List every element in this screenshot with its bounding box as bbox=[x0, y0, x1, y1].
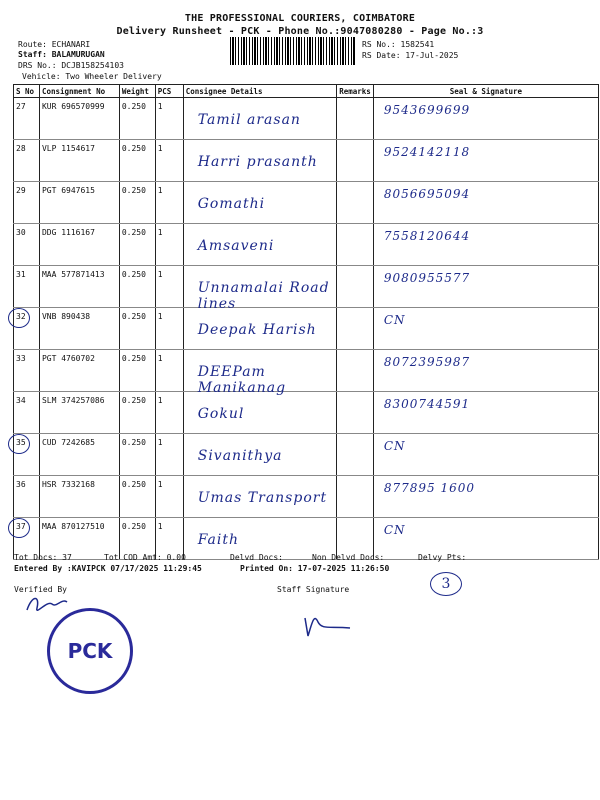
consignment-value: PGT 6947615 bbox=[41, 186, 95, 195]
handwritten-consignee: Gokul bbox=[197, 406, 245, 422]
weight-cell bbox=[119, 308, 155, 350]
delvy-pts: Delvy Pts: bbox=[418, 553, 467, 562]
pcs-value: 1 bbox=[157, 396, 163, 405]
pcs-value: 1 bbox=[157, 270, 163, 279]
tot-docs: Tot Docs: 37 bbox=[14, 553, 72, 562]
handwritten-signature: CN bbox=[383, 439, 406, 453]
handwritten-consignee: Gomathi bbox=[197, 196, 266, 212]
handwritten-consignee: DEEPam Manikanag bbox=[197, 364, 287, 396]
handwritten-signature: 877895 1600 bbox=[383, 481, 475, 495]
signature-cell bbox=[373, 224, 598, 266]
handwritten-signature: 8072395987 bbox=[383, 355, 471, 369]
col-consignee: Consignee Details bbox=[183, 85, 336, 98]
pcs-cell bbox=[155, 308, 183, 350]
weight-value: 0.250 bbox=[121, 228, 146, 237]
delvd-docs: Delvd Docs: bbox=[230, 553, 283, 562]
vehicle: Vehicle: Two Wheeler Delivery bbox=[22, 72, 162, 81]
col-remarks: Remarks bbox=[337, 85, 374, 98]
consignment-cell bbox=[39, 308, 119, 350]
table-row bbox=[14, 308, 599, 350]
consignment-value: KUR 696570999 bbox=[41, 102, 105, 111]
entered-by: Entered By :KAVIPCK 07/17/2025 11:29:45 bbox=[14, 564, 202, 573]
col-pcs: PCS bbox=[155, 85, 183, 98]
staff: Staff: BALAMURUGAN bbox=[18, 50, 105, 59]
sno-value: 29 bbox=[16, 186, 26, 195]
tot-cod: Tot COD Amt: 0.00 bbox=[104, 553, 186, 562]
remarks-cell bbox=[337, 308, 374, 350]
weight-value: 0.250 bbox=[121, 522, 146, 531]
consignee-cell bbox=[183, 224, 336, 266]
consignment-cell bbox=[39, 350, 119, 392]
handwritten-consignee: Sivanithya bbox=[197, 448, 283, 464]
consignment-cell bbox=[39, 98, 119, 140]
sno-cell bbox=[14, 392, 40, 434]
weight-cell bbox=[119, 392, 155, 434]
pcs-value: 1 bbox=[157, 522, 163, 531]
weight-cell bbox=[119, 140, 155, 182]
consignment-value: HSR 7332168 bbox=[41, 480, 95, 489]
sno-value: 31 bbox=[16, 270, 26, 279]
consignment-cell bbox=[39, 434, 119, 476]
handwritten-signature: 9524142118 bbox=[383, 145, 471, 159]
handwritten-signature: 8300744591 bbox=[383, 397, 471, 411]
staff-signature-label: Staff Signature bbox=[277, 585, 350, 594]
consignment-value: SLM 374257086 bbox=[41, 396, 105, 405]
col-consignment: Consignment No bbox=[39, 85, 119, 98]
signature-cell bbox=[373, 434, 598, 476]
signature-cell bbox=[373, 476, 598, 518]
pcs-cell bbox=[155, 434, 183, 476]
signature-cell bbox=[373, 140, 598, 182]
handwritten-page-number: 3 bbox=[430, 572, 462, 596]
consignee-cell bbox=[183, 308, 336, 350]
table-row bbox=[14, 98, 599, 140]
handwritten-consignee: Amsaveni bbox=[197, 238, 275, 254]
weight-cell bbox=[119, 476, 155, 518]
consignment-cell bbox=[39, 182, 119, 224]
pcs-cell bbox=[155, 350, 183, 392]
weight-value: 0.250 bbox=[121, 144, 146, 153]
pcs-cell bbox=[155, 476, 183, 518]
handwritten-consignee: Umas Transport bbox=[197, 490, 328, 506]
pcs-value: 1 bbox=[157, 144, 163, 153]
table-header-row bbox=[14, 85, 599, 98]
sno-cell bbox=[14, 182, 40, 224]
consignment-value: MAA 870127510 bbox=[41, 522, 105, 531]
col-signature: Seal & Signature bbox=[373, 85, 598, 98]
route: Route: ECHANARI bbox=[18, 40, 91, 49]
verified-by-label: Verified By bbox=[14, 585, 67, 594]
sno-value: 36 bbox=[16, 480, 26, 489]
sno-cell bbox=[14, 140, 40, 182]
remarks-cell bbox=[337, 140, 374, 182]
sno-value: 33 bbox=[16, 354, 26, 363]
table-row bbox=[14, 140, 599, 182]
sno-value: 32 bbox=[16, 312, 26, 321]
remarks-cell bbox=[337, 224, 374, 266]
sno-value: 37 bbox=[16, 522, 26, 531]
remarks-cell bbox=[337, 182, 374, 224]
weight-cell bbox=[119, 98, 155, 140]
circled-number-mark bbox=[8, 308, 30, 328]
signature-cell bbox=[373, 350, 598, 392]
table-row bbox=[14, 434, 599, 476]
pck-stamp: PCK bbox=[47, 608, 133, 694]
table-row bbox=[14, 350, 599, 392]
sno-cell bbox=[14, 350, 40, 392]
col-sno: S No bbox=[14, 85, 40, 98]
consignee-cell bbox=[183, 98, 336, 140]
rs-no: RS No.: 1582541 bbox=[362, 40, 435, 49]
pcs-value: 1 bbox=[157, 480, 163, 489]
weight-cell bbox=[119, 434, 155, 476]
runsheet-subtitle: Delivery Runsheet - PCK - Phone No.:9047080280 - Page No.:3 bbox=[116, 26, 484, 37]
consignee-cell bbox=[183, 350, 336, 396]
remarks-cell bbox=[337, 350, 374, 392]
consignee-cell bbox=[183, 476, 336, 518]
printed-on: Printed On: 17-07-2025 11:26:50 bbox=[240, 564, 390, 573]
rs-date: RS Date: 17-Jul-2025 bbox=[362, 51, 459, 60]
table-row bbox=[14, 518, 599, 560]
table-row bbox=[14, 392, 599, 434]
sno-value: 35 bbox=[16, 438, 26, 447]
signature-cell bbox=[373, 392, 598, 434]
sno-cell bbox=[14, 434, 40, 476]
signature-cell bbox=[373, 266, 598, 308]
handwritten-consignee: Harri prasanth bbox=[197, 154, 318, 170]
consignment-value: MAA 577871413 bbox=[41, 270, 105, 279]
weight-value: 0.250 bbox=[121, 312, 146, 321]
pcs-cell bbox=[155, 182, 183, 224]
handwritten-signature: 7558120644 bbox=[383, 229, 471, 243]
table-row bbox=[14, 182, 599, 224]
handwritten-signature: CN bbox=[383, 313, 406, 327]
remarks-cell bbox=[337, 98, 374, 140]
weight-cell bbox=[119, 266, 155, 308]
handwritten-signature: CN bbox=[383, 523, 406, 537]
signature-cell bbox=[373, 98, 598, 140]
table-row bbox=[14, 476, 599, 518]
pcs-value: 1 bbox=[157, 312, 163, 321]
consignee-cell bbox=[183, 182, 336, 224]
consignment-value: CUD 7242685 bbox=[41, 438, 95, 447]
pcs-cell bbox=[155, 266, 183, 308]
weight-value: 0.250 bbox=[121, 270, 146, 279]
table-row bbox=[14, 266, 599, 308]
consignee-cell bbox=[183, 434, 336, 476]
pcs-value: 1 bbox=[157, 228, 163, 237]
drs-no: DRS No.: DCJB158254103 bbox=[18, 61, 124, 70]
consignment-cell bbox=[39, 476, 119, 518]
col-weight: Weight bbox=[119, 85, 155, 98]
sno-cell bbox=[14, 476, 40, 518]
handwritten-consignee: Deepak Harish bbox=[197, 322, 317, 338]
circled-number-mark bbox=[8, 518, 30, 538]
signature-cell bbox=[373, 518, 598, 560]
non-delvd-docs: Non Delvd Docs: bbox=[312, 553, 385, 562]
weight-cell bbox=[119, 350, 155, 392]
weight-value: 0.250 bbox=[121, 438, 146, 447]
handwritten-signature: 8056695094 bbox=[383, 187, 471, 201]
weight-value: 0.250 bbox=[121, 354, 146, 363]
consignee-cell bbox=[183, 266, 336, 312]
handwritten-consignee: Tamil arasan bbox=[197, 112, 301, 128]
sno-cell bbox=[14, 266, 40, 308]
consignment-value: VNB 890438 bbox=[41, 312, 91, 321]
pcs-value: 1 bbox=[157, 102, 163, 111]
remarks-cell bbox=[337, 392, 374, 434]
pcs-cell bbox=[155, 140, 183, 182]
circled-number-mark bbox=[8, 434, 30, 454]
pcs-cell bbox=[155, 224, 183, 266]
pcs-value: 1 bbox=[157, 186, 163, 195]
runsheet-table bbox=[13, 84, 599, 560]
weight-value: 0.250 bbox=[121, 102, 146, 111]
sno-cell bbox=[14, 224, 40, 266]
pcs-cell bbox=[155, 392, 183, 434]
handwritten-consignee: Unnamalai Road lines bbox=[197, 280, 330, 312]
sno-cell bbox=[14, 98, 40, 140]
sno-value: 34 bbox=[16, 396, 26, 405]
weight-value: 0.250 bbox=[121, 186, 146, 195]
consignee-cell bbox=[183, 392, 336, 434]
sno-value: 27 bbox=[16, 102, 26, 111]
staff-signature-scribble bbox=[300, 608, 360, 638]
signature-cell bbox=[373, 182, 598, 224]
consignment-value: DDG 1116167 bbox=[41, 228, 95, 237]
consignment-value: PGT 4760702 bbox=[41, 354, 95, 363]
handwritten-signature: 9543699699 bbox=[383, 103, 471, 117]
company-title: THE PROFESSIONAL COURIERS, COIMBATORE bbox=[184, 13, 416, 24]
consignment-cell bbox=[39, 140, 119, 182]
weight-cell bbox=[119, 182, 155, 224]
barcode bbox=[230, 37, 355, 65]
sno-value: 28 bbox=[16, 144, 26, 153]
pcs-value: 1 bbox=[157, 438, 163, 447]
consignment-cell bbox=[39, 224, 119, 266]
signature-cell bbox=[373, 308, 598, 350]
sno-cell bbox=[14, 308, 40, 350]
weight-value: 0.250 bbox=[121, 396, 146, 405]
consignment-cell bbox=[39, 266, 119, 308]
consignee-cell bbox=[183, 140, 336, 182]
table-row bbox=[14, 224, 599, 266]
weight-cell bbox=[119, 224, 155, 266]
handwritten-consignee: Faith bbox=[197, 532, 239, 548]
remarks-cell bbox=[337, 266, 374, 308]
consignment-value: VLP 1154617 bbox=[41, 144, 95, 153]
remarks-cell bbox=[337, 434, 374, 476]
handwritten-signature: 9080955577 bbox=[383, 271, 471, 285]
pcs-cell bbox=[155, 98, 183, 140]
weight-value: 0.250 bbox=[121, 480, 146, 489]
consignment-cell bbox=[39, 392, 119, 434]
pcs-value: 1 bbox=[157, 354, 163, 363]
sno-value: 30 bbox=[16, 228, 26, 237]
remarks-cell bbox=[337, 476, 374, 518]
